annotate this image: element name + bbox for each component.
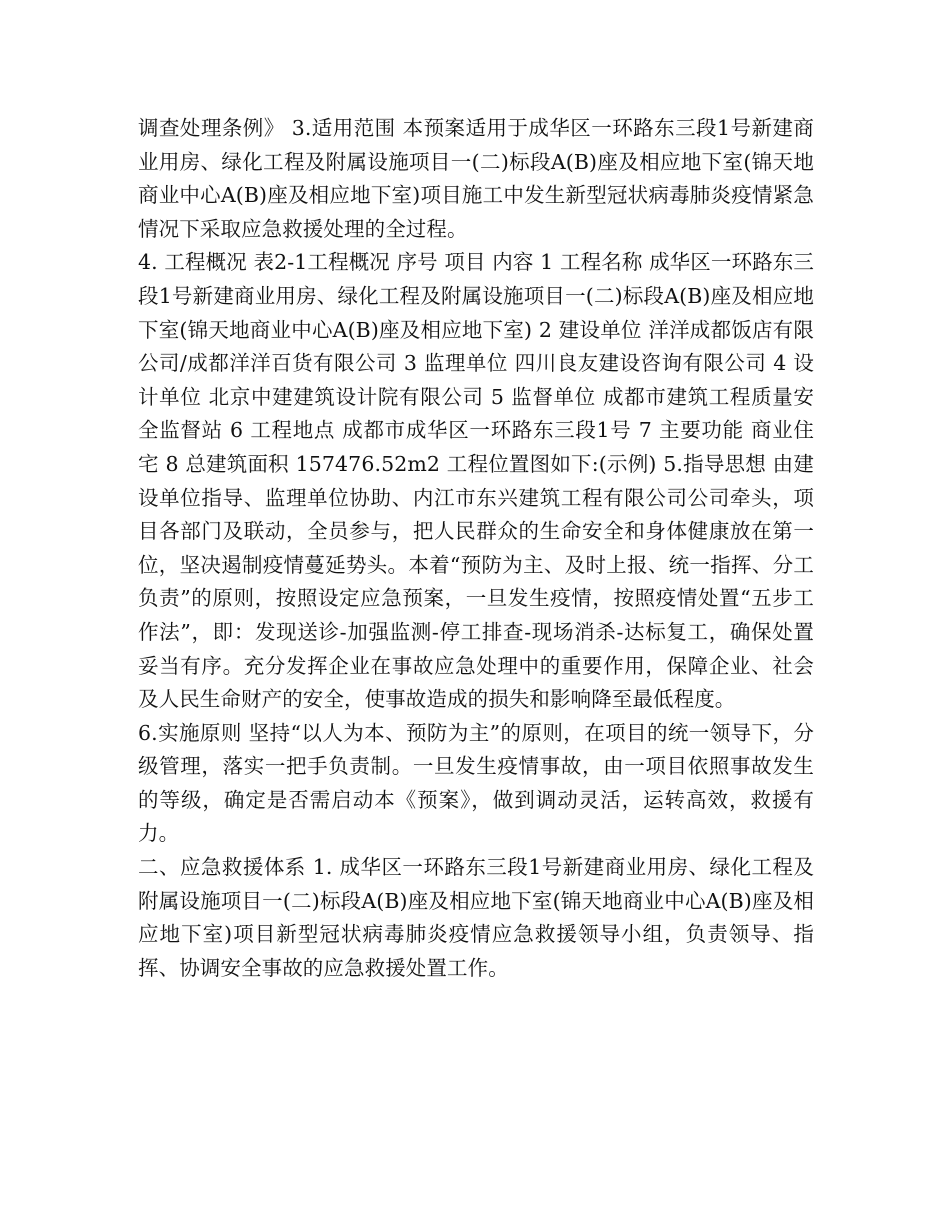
paragraph-scope: 调查处理条例》 3.适用范围 本预案适用于成华区一环路东三段1号新建商业用房、绿化工程及附属设施项目一(二)标段A(B)座及相应地下室(锦天地商业中心A(B)座及相应地下室)项目施工中发生新型冠状病毒肺炎疫情紧急情况下采取应急救援处理的全过程。 [138, 116, 814, 241]
paragraph-principles: 6.实施原则 坚持“以人为本、预防为主”的原则，在项目的统一领导下，分级管理，落实一把手负责制。一旦发生疫情事故，由一项目依照事故发生的等级，确定是否需启动本《预案》，做到调动灵活，运转高效，救援有力。 [138, 720, 814, 846]
document-body [138, 112, 814, 985]
paragraph-project-overview: 4. 工程概况 表2-1工程概况 序号 项目 内容 1 工程名称 成华区一环路东三段1号新建商业用房、绿化工程及附属设施项目一(二)标段A(B)座及相应地下室(锦天地商业中心A(B)座及相应地下室) 2 建设单位 洋洋成都饭店有限公司/成都洋洋百货有限公司 3 监理单位 四川良友建设咨询有限公司 4 设计单位 北京中建建筑设计院有限公司 5 监督单位 成都市建筑工程质量安全监督站 6 工程地点 成都市成华区一环路东三段1号 7 主要功能 商业住宅 8 总建筑面积 157476.52m2 工程位置图如下:(示例) 5.指导思想 由建设单位指导、监理单位协助、内江市东兴建筑工程有限公司公司牵头，项目各部门及联动，全员参与，把人民群众的生命安全和身体健康放在第一位，坚决遏制疫情蔓延势头。本着“预防为主、及时上报、统一指挥、分工负责”的原则，按照设定应急预案，一旦发生疫情，按照疫情处置“五步工作法”，即：发现送诊-加强监测-停工排查-现场消杀-达标复工，确保处置妥当有序。充分发挥企业在事故应急处理中的重要作用，保障企业、社会及人民生命财产的安全，使事故造成的损失和影响降至最低程度。 [138, 250, 814, 712]
paragraph-rescue-system: 二、应急救援体系 1. 成华区一环路东三段1号新建商业用房、绿化工程及附属设施项目一(二)标段A(B)座及相应地下室(锦天地商业中心A(B)座及相应地下室)项目新型冠状病毒肺炎疫情应急救援领导小组，负责领导、指挥、协调安全事故的应急救援处置工作。 [138, 855, 814, 980]
